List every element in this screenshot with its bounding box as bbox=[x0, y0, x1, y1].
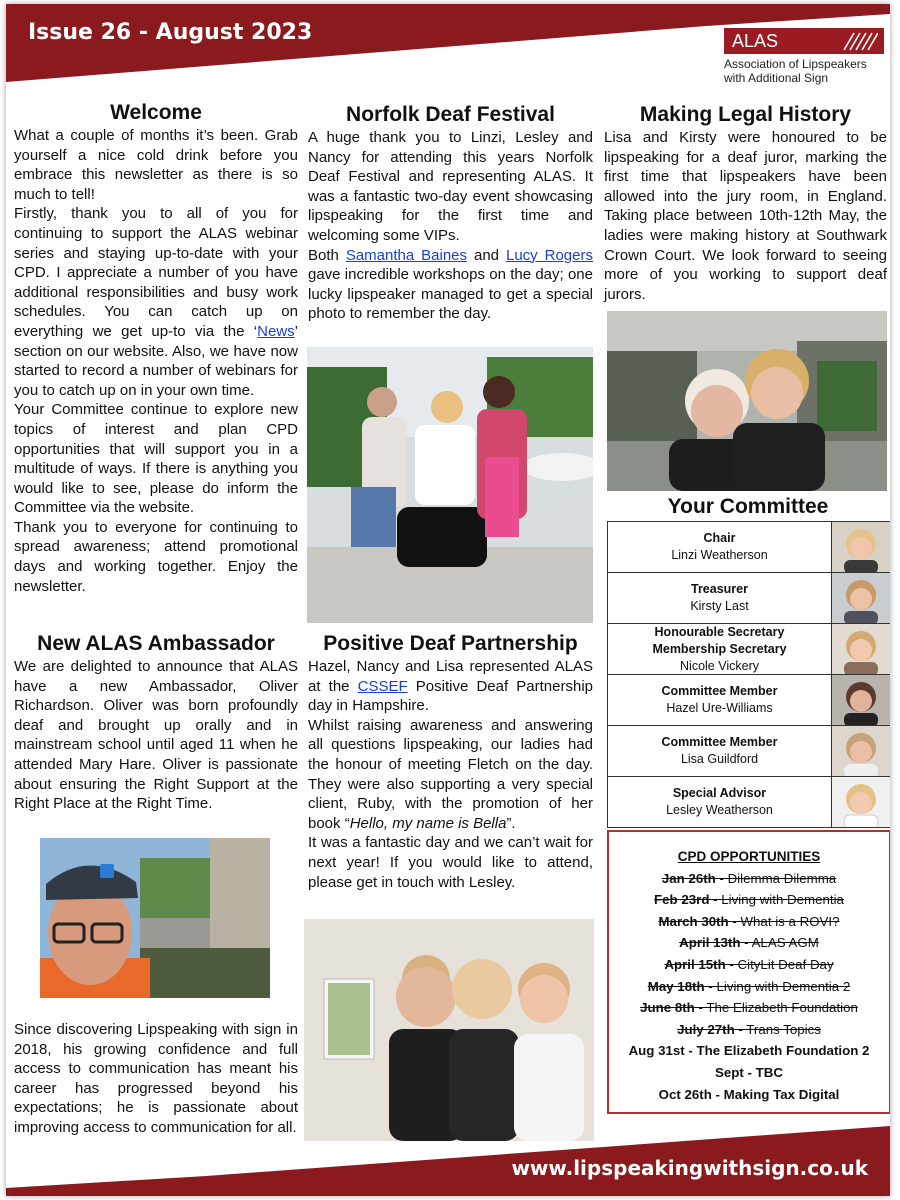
committee-row bbox=[608, 777, 890, 827]
positive-paragraph-3: It was a fantastic day and we can’t wait for next year! If you would like to attend, please get in touch with Lesley. bbox=[308, 834, 593, 891]
logo-word: ALAS bbox=[732, 31, 779, 51]
cpd-topic: - Living with Dementia bbox=[709, 892, 844, 908]
norfolk-title: Norfolk Deaf Festival bbox=[346, 103, 555, 126]
committee-row bbox=[608, 573, 890, 624]
legal-photo bbox=[607, 311, 887, 491]
norfolk-paragraph-1: A huge thank you to Linzi, Lesley and Nancy for attending this years Norfolk Deaf Festival and representing ALAS. It was a fantastic two-day event showcasing lipspeaking for the first time and welcoming some VIPs. bbox=[308, 129, 593, 244]
welcome-paragraph-2: Firstly, thank you to all of you for continuing to support the ALAS webinar series and staying up-to-date with your CPD. I appreciate a number of you have additional responsibilities and busy work schedules. You can catch up on everything we get up-to via the ‘News’ section on our website. Also, we have now started to record a number of webinars for you to catch up on in your own time. bbox=[14, 205, 298, 399]
cpd-date: Jan 26th bbox=[661, 870, 716, 886]
cpd-date: April 15th bbox=[664, 956, 726, 972]
alas-logo[interactable] bbox=[724, 28, 884, 85]
cpd-item bbox=[609, 889, 889, 911]
cpd-date: April 13th bbox=[679, 935, 741, 951]
committee-table bbox=[607, 521, 890, 828]
legal-title: Making Legal History bbox=[639, 103, 852, 126]
cpd-item bbox=[609, 1019, 889, 1041]
cpd-topic: - CityLit Deaf Day bbox=[725, 956, 834, 972]
committee-role: Special Advisor bbox=[672, 786, 767, 800]
legal-section bbox=[604, 102, 887, 304]
cpd-topic: - The Elizabeth Foundation 2 bbox=[684, 1043, 870, 1059]
avatar bbox=[832, 573, 890, 623]
issue-title: Issue 26 - August 2023 bbox=[28, 20, 313, 45]
cpd-topic: - Trans Topics bbox=[734, 1021, 821, 1037]
cssef-link[interactable]: CSSEF bbox=[357, 677, 408, 695]
cpd-topic: - Living with Dementia 2 bbox=[704, 978, 851, 994]
website-url-link[interactable]: www.lipspeakingwithsign.co.uk bbox=[511, 1156, 868, 1180]
committee-role: Chair bbox=[703, 531, 736, 545]
cpd-date: Aug 31st bbox=[628, 1043, 685, 1059]
book-title: Hello, my name is Bella bbox=[349, 814, 507, 832]
legal-paragraph-1: Lisa and Kirsty were honoured to be lipspeaking for a deaf juror, marking the first time that lipspeakers have been allowed into the jury room, in England. Taking place between 10th-12th May, the ladies were making history at Southwark Crown Court. We look forward to seeing more of you working to support deaf jurors. bbox=[604, 129, 887, 303]
committee-row bbox=[608, 675, 890, 726]
committee-role-2: Membership Secretary bbox=[652, 641, 787, 656]
welcome-title: Welcome bbox=[110, 101, 202, 124]
cpd-topic: - ALAS AGM bbox=[740, 935, 819, 951]
cpd-date: July 27th bbox=[677, 1021, 735, 1037]
cpd-date: March 30th bbox=[658, 913, 729, 929]
cpd-title: CPD OPPORTUNITIES bbox=[677, 849, 821, 864]
ambassador-photo bbox=[40, 838, 270, 998]
avatar bbox=[832, 777, 890, 827]
cpd-item bbox=[609, 954, 889, 976]
positive-paragraph-1: Hazel, Nancy and Lisa represented ALAS at the CSSEF Positive Deaf Partnership day in Hampshire. bbox=[308, 658, 593, 715]
ambassador-paragraph-2: Since discovering Lipspeaking with sign in 2018, his growing confidence and full access to communication has meant his career has progressed beyond his expectations; he is passionate about improving access to communication for all. bbox=[14, 1021, 298, 1136]
newsletter-page bbox=[6, 4, 890, 1196]
committee-row bbox=[608, 624, 890, 675]
norfolk-festival-photo bbox=[307, 347, 593, 623]
committee-row bbox=[608, 726, 890, 777]
cpd-date: June 8th bbox=[640, 1000, 695, 1016]
cpd-date: Sept bbox=[715, 1064, 744, 1080]
cpd-topic: - The Elizabeth Foundation bbox=[694, 1000, 858, 1016]
welcome-paragraph-4: Thank you to everyone for continuing to spread awareness; attend promotional days and working together. Enjoy the newsletter. bbox=[14, 518, 298, 595]
cpd-topic: - TBC bbox=[743, 1064, 783, 1080]
norfolk-section bbox=[308, 102, 593, 324]
cpd-list bbox=[609, 868, 889, 1106]
avatar bbox=[832, 726, 890, 776]
committee-title: Your Committee bbox=[667, 495, 829, 518]
welcome-paragraph-1: What a couple of months it’s been. Grab yourself a nice cold drink before you embrace this newsletter as there is so much to tell! bbox=[14, 127, 298, 203]
avatar bbox=[832, 675, 890, 725]
cpd-date: May 18th bbox=[647, 978, 705, 994]
cpd-item bbox=[609, 868, 889, 890]
avatar bbox=[832, 522, 890, 572]
cpd-topic: - What is a ROVI? bbox=[728, 913, 840, 929]
cpd-topic: - Making Tax Digital bbox=[711, 1086, 840, 1102]
welcome-section bbox=[14, 100, 298, 596]
cpd-item bbox=[609, 911, 889, 933]
logo-subtitle: Association of Lipspeakers with Additional Sign bbox=[724, 57, 867, 85]
logo-stripes-icon bbox=[838, 31, 878, 51]
cpd-item bbox=[609, 1084, 889, 1106]
ambassador-section-continued bbox=[14, 1020, 298, 1138]
ambassador-title: New ALAS Ambassador bbox=[37, 632, 275, 655]
avatar bbox=[832, 624, 890, 674]
cpd-item bbox=[609, 1040, 889, 1062]
committee-role: Treasurer bbox=[691, 582, 748, 596]
lucy-rogers-link[interactable]: Lucy Rogers bbox=[505, 246, 593, 264]
committee-member-name: Lisa Guildford bbox=[680, 752, 759, 766]
norfolk-paragraph-2: Both Samantha Baines and Lucy Rogers gave incredible workshops on the day; one lucky lipspeaker managed to get a special photo to remember the day. bbox=[308, 246, 593, 323]
committee-member-name: Linzi Weatherson bbox=[671, 548, 768, 562]
committee-member-name: Hazel Ure-Williams bbox=[666, 701, 773, 715]
cpd-item bbox=[609, 997, 889, 1019]
cpd-opportunities-box bbox=[607, 830, 890, 1114]
committee-role: Committee Member bbox=[661, 684, 778, 698]
committee-row bbox=[608, 522, 890, 573]
committee-member-name: Nicole Vickery bbox=[680, 658, 759, 673]
cpd-item bbox=[609, 976, 889, 998]
cpd-date: Oct 26th bbox=[658, 1086, 712, 1102]
cpd-date: Feb 23rd bbox=[654, 892, 710, 908]
positive-paragraph-2: Whilst raising awareness and answering all questions lipspeaking, our ladies had the honour of meeting Fletch on the day. They were also supporting a very special client, Ruby, with the promotion of her book “Hello, my name is Bella”. bbox=[308, 716, 593, 832]
cpd-item bbox=[609, 932, 889, 954]
cpd-item bbox=[609, 1062, 889, 1084]
ambassador-section bbox=[14, 631, 298, 814]
committee-role: Honourable Secretary bbox=[654, 624, 785, 639]
partnership-photo bbox=[304, 919, 594, 1141]
committee-member-name: Kirsty Last bbox=[690, 599, 749, 613]
committee-member-name: Lesley Weatherson bbox=[666, 803, 773, 817]
ambassador-paragraph-1: We are delighted to announce that ALAS have a new Ambassador, Oliver Richardson. Oliver was born profoundly deaf and brought up orally and in mainstream school until aged 11 when he attended Mary Hare. Oliver is passionate about ensuring the Right Support at the Right Place at the Right Time. bbox=[14, 658, 298, 813]
welcome-paragraph-3: Your Committee continue to explore new topics of interest and plan CPD opportunities that will support you in a multitude of ways. If there is anything you would like to see, please do inform the Committee via the website. bbox=[14, 401, 298, 517]
positive-title: Positive Deaf Partnership bbox=[323, 632, 578, 655]
cpd-topic: - Dilemma Dilemma bbox=[715, 870, 837, 886]
positive-section bbox=[308, 631, 593, 892]
committee-role: Committee Member bbox=[661, 735, 778, 749]
news-link[interactable]: News bbox=[257, 322, 295, 340]
samantha-baines-link[interactable]: Samantha Baines bbox=[345, 246, 468, 264]
